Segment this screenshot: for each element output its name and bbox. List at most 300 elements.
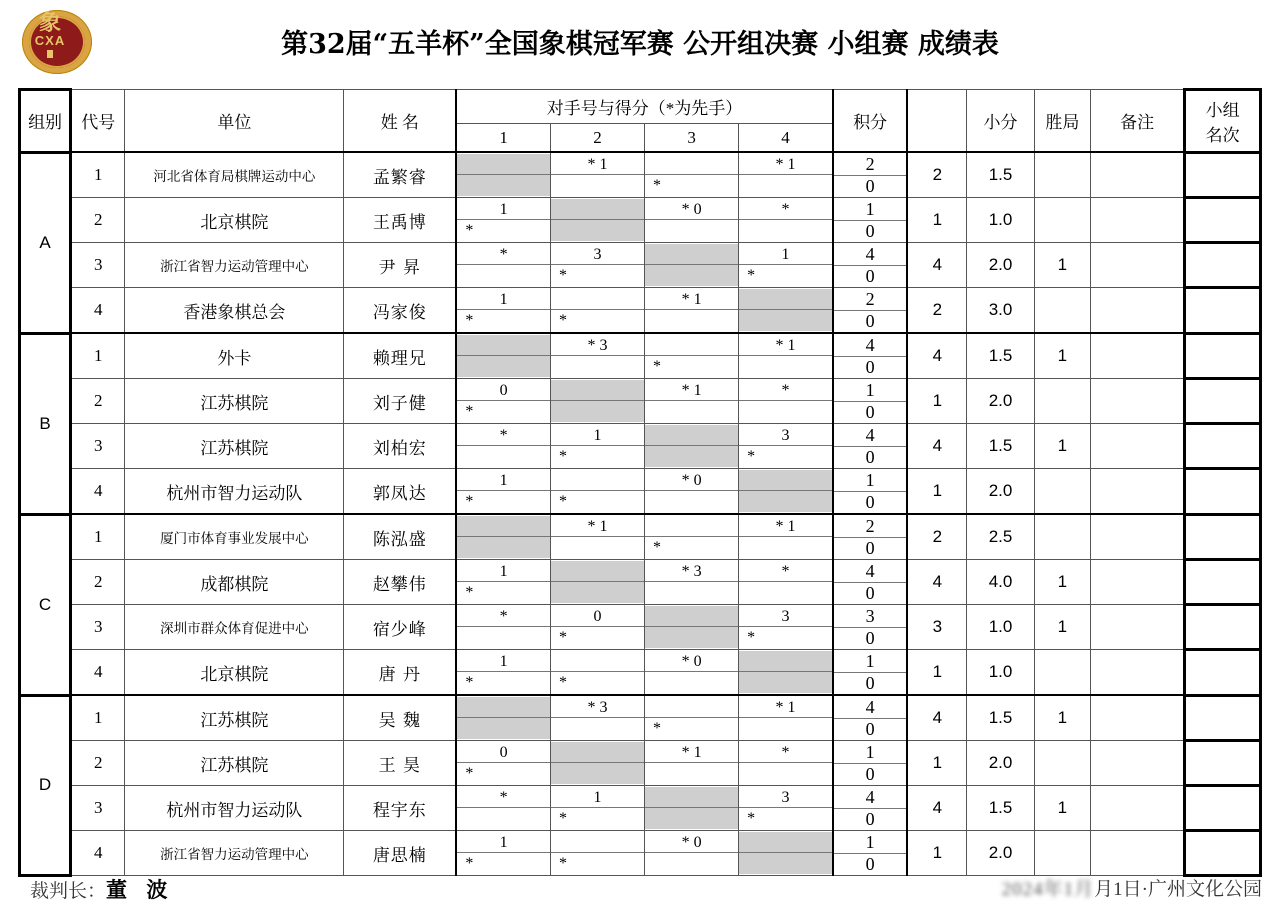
total-score: 4 bbox=[907, 695, 966, 741]
group-rank bbox=[1185, 695, 1261, 741]
points-top: 4 bbox=[834, 697, 907, 719]
notes-cell bbox=[1091, 695, 1185, 741]
match-result-top: 1 bbox=[457, 561, 550, 582]
tiebreak-score: 1.0 bbox=[967, 198, 1035, 243]
notes-cell bbox=[1091, 786, 1185, 831]
points-top: 1 bbox=[834, 742, 907, 764]
player-unit: 香港象棋总会 bbox=[125, 288, 344, 334]
group-label-b: B bbox=[20, 333, 71, 514]
match-result-bottom bbox=[739, 356, 832, 377]
match-cell-round-2 bbox=[550, 469, 644, 515]
match-result-top bbox=[739, 470, 832, 491]
tiebreak-score: 1.5 bbox=[967, 333, 1035, 379]
tiebreak-score: 1.0 bbox=[967, 650, 1035, 696]
points-bottom: 0 bbox=[865, 763, 875, 784]
match-result-bottom bbox=[457, 446, 550, 467]
match-cell-round-3 bbox=[645, 424, 739, 469]
player-unit: 江苏棋院 bbox=[125, 695, 344, 741]
points-top: 1 bbox=[834, 832, 907, 854]
player-code: 4 bbox=[71, 831, 125, 876]
match-result-top: * 1 bbox=[739, 335, 832, 356]
match-cell-round-3 bbox=[645, 243, 739, 288]
points-top: 1 bbox=[834, 651, 907, 673]
match-result-bottom: * bbox=[558, 493, 567, 510]
total-score: 1 bbox=[907, 650, 966, 696]
player-name: 冯家俊 bbox=[344, 288, 457, 334]
group-rank bbox=[1185, 198, 1261, 243]
points-bottom: 0 bbox=[865, 401, 875, 422]
total-score: 4 bbox=[907, 333, 966, 379]
match-result-top bbox=[457, 697, 550, 718]
win-count bbox=[1034, 469, 1090, 515]
points-cell bbox=[833, 333, 908, 379]
match-result-top: 1 bbox=[457, 651, 550, 672]
player-name: 赖理兄 bbox=[344, 333, 457, 379]
group-label-c: C bbox=[20, 514, 71, 695]
page-footer bbox=[0, 868, 1280, 911]
match-cell-round-4 bbox=[739, 650, 833, 696]
player-unit: 外卡 bbox=[125, 333, 344, 379]
match-cell-round-3 bbox=[645, 514, 739, 560]
page-title: 第32届“五羊杯”全国象棋冠军赛 公开组决赛 小组赛 成绩表 bbox=[281, 29, 999, 60]
match-result-top: 0 bbox=[457, 742, 550, 763]
points-top: 1 bbox=[834, 199, 907, 221]
match-result-top bbox=[551, 561, 644, 582]
match-result-top: * 3 bbox=[645, 561, 738, 582]
match-result-top: * 1 bbox=[739, 516, 832, 537]
table-row bbox=[20, 695, 1261, 741]
tiebreak-score: 1.5 bbox=[967, 695, 1035, 741]
group-rank bbox=[1185, 424, 1261, 469]
tiebreak-score: 2.0 bbox=[967, 379, 1035, 424]
match-cell-round-4 bbox=[739, 695, 833, 741]
match-result-bottom: * bbox=[465, 312, 474, 329]
match-result-bottom bbox=[739, 220, 832, 241]
match-result-bottom: * bbox=[747, 267, 756, 284]
match-result-bottom bbox=[645, 808, 738, 829]
match-result-bottom bbox=[551, 220, 644, 241]
points-top: 4 bbox=[834, 244, 907, 266]
total-score: 1 bbox=[907, 741, 966, 786]
win-count: 1 bbox=[1034, 695, 1090, 741]
player-name: 尹 昇 bbox=[344, 243, 457, 288]
round-header-2: 2 bbox=[550, 124, 644, 153]
tiebreak-score: 1.0 bbox=[967, 605, 1035, 650]
match-cell-round-4 bbox=[739, 469, 833, 515]
player-code: 3 bbox=[71, 605, 125, 650]
tiebreak-score: 2.0 bbox=[967, 469, 1035, 515]
match-result-top: 1 bbox=[551, 425, 644, 446]
notes-cell bbox=[1091, 741, 1185, 786]
group-label-a: A bbox=[20, 152, 71, 333]
match-result-bottom bbox=[645, 672, 738, 693]
match-result-bottom bbox=[645, 310, 738, 331]
group-rank bbox=[1185, 243, 1261, 288]
match-cell-round-4 bbox=[739, 514, 833, 560]
match-result-top bbox=[551, 289, 644, 310]
group-rank bbox=[1185, 786, 1261, 831]
match-result-bottom bbox=[739, 718, 832, 739]
points-bottom: 0 bbox=[865, 446, 875, 467]
match-result-top bbox=[551, 380, 644, 401]
match-cell-round-3 bbox=[645, 469, 739, 515]
match-result-top bbox=[551, 199, 644, 220]
tiebreak-score: 2.0 bbox=[967, 741, 1035, 786]
player-code: 3 bbox=[71, 424, 125, 469]
total-score: 1 bbox=[907, 198, 966, 243]
player-name: 陈泓盛 bbox=[344, 514, 457, 560]
match-result-top bbox=[739, 832, 832, 853]
player-name: 郭凤达 bbox=[344, 469, 457, 515]
match-cell-round-1 bbox=[456, 786, 550, 831]
points-top: 4 bbox=[834, 425, 907, 447]
player-unit: 成都棋院 bbox=[125, 560, 344, 605]
match-result-bottom: * bbox=[465, 222, 474, 239]
player-code: 2 bbox=[71, 198, 125, 243]
player-code: 4 bbox=[71, 469, 125, 515]
player-unit: 杭州市智力运动队 bbox=[125, 786, 344, 831]
player-code: 2 bbox=[71, 741, 125, 786]
points-cell bbox=[833, 560, 908, 605]
match-result-bottom bbox=[457, 537, 550, 558]
points-cell bbox=[833, 514, 908, 560]
match-result-top: * bbox=[457, 787, 550, 808]
player-unit: 江苏棋院 bbox=[125, 424, 344, 469]
total-score: 1 bbox=[907, 469, 966, 515]
logo-cxa-text: CXA bbox=[34, 33, 66, 48]
points-bottom: 0 bbox=[865, 175, 875, 196]
table-row bbox=[20, 152, 1261, 198]
win-count: 1 bbox=[1034, 243, 1090, 288]
points-bottom: 0 bbox=[865, 265, 875, 286]
win-count bbox=[1034, 514, 1090, 560]
points-cell bbox=[833, 650, 908, 696]
match-result-bottom bbox=[457, 356, 550, 377]
match-cell-round-3 bbox=[645, 741, 739, 786]
notes-cell bbox=[1091, 288, 1185, 334]
match-result-top: * bbox=[739, 199, 832, 220]
total-score: 4 bbox=[907, 786, 966, 831]
match-result-top: * 1 bbox=[645, 742, 738, 763]
match-result-bottom: * bbox=[747, 629, 756, 646]
match-result-bottom bbox=[551, 401, 644, 422]
player-code: 2 bbox=[71, 379, 125, 424]
points-top: 2 bbox=[834, 289, 907, 311]
notes-cell bbox=[1091, 514, 1185, 560]
match-cell-round-1 bbox=[456, 514, 550, 560]
player-name: 宿少峰 bbox=[344, 605, 457, 650]
match-result-bottom bbox=[551, 718, 644, 739]
match-cell-round-1 bbox=[456, 560, 550, 605]
notes-cell bbox=[1091, 605, 1185, 650]
match-result-bottom bbox=[739, 763, 832, 784]
match-result-bottom bbox=[645, 446, 738, 467]
venue-line bbox=[1002, 874, 1262, 901]
match-result-top bbox=[457, 516, 550, 537]
points-top: 2 bbox=[834, 516, 907, 538]
match-cell-round-4 bbox=[739, 333, 833, 379]
player-unit: 江苏棋院 bbox=[125, 741, 344, 786]
table-row bbox=[20, 379, 1261, 424]
player-unit: 北京棋院 bbox=[125, 650, 344, 696]
player-name: 程宇东 bbox=[344, 786, 457, 831]
match-cell-round-3 bbox=[645, 650, 739, 696]
match-result-bottom bbox=[551, 175, 644, 196]
total-score: 1 bbox=[907, 831, 966, 876]
match-result-top: 3 bbox=[739, 787, 832, 808]
match-result-bottom bbox=[739, 537, 832, 558]
col-header-rank-l1: 小组 bbox=[1205, 100, 1240, 120]
points-cell bbox=[833, 243, 908, 288]
match-result-bottom: * bbox=[558, 674, 567, 691]
match-cell-round-1 bbox=[456, 243, 550, 288]
points-bottom: 0 bbox=[865, 582, 875, 603]
match-result-bottom bbox=[457, 718, 550, 739]
match-result-bottom bbox=[645, 763, 738, 784]
group-rank bbox=[1185, 514, 1261, 560]
results-table bbox=[18, 88, 1262, 877]
points-bottom: 0 bbox=[865, 537, 875, 558]
group-rank bbox=[1185, 333, 1261, 379]
match-cell-round-3 bbox=[645, 198, 739, 243]
group-rank bbox=[1185, 650, 1261, 696]
tiebreak-score: 2.0 bbox=[967, 831, 1035, 876]
venue-date-text: 月1日·广州文化公园 bbox=[1094, 879, 1262, 900]
player-code: 3 bbox=[71, 786, 125, 831]
points-bottom: 0 bbox=[865, 220, 875, 241]
points-top: 3 bbox=[834, 606, 907, 628]
match-cell-round-1 bbox=[456, 152, 550, 198]
match-cell-round-1 bbox=[456, 288, 550, 334]
match-result-top bbox=[551, 742, 644, 763]
match-result-bottom: * bbox=[465, 765, 474, 782]
col-header-rank-l2: 名次 bbox=[1205, 125, 1240, 145]
match-result-bottom bbox=[551, 537, 644, 558]
player-code: 1 bbox=[71, 152, 125, 198]
tiebreak-score: 2.0 bbox=[967, 243, 1035, 288]
total-score: 1 bbox=[907, 379, 966, 424]
player-unit: 杭州市智力运动队 bbox=[125, 469, 344, 515]
match-result-bottom: * bbox=[558, 810, 567, 827]
win-count: 1 bbox=[1034, 333, 1090, 379]
match-cell-round-2 bbox=[550, 379, 644, 424]
notes-cell bbox=[1091, 379, 1185, 424]
col-header-group: 组别 bbox=[20, 90, 71, 153]
match-result-bottom: * bbox=[558, 629, 567, 646]
match-cell-round-4 bbox=[739, 243, 833, 288]
match-result-top: * bbox=[457, 606, 550, 627]
group-label-d: D bbox=[20, 695, 71, 876]
win-count bbox=[1034, 650, 1090, 696]
chief-judge-name: 董 波 bbox=[106, 877, 174, 902]
match-result-top: * 1 bbox=[645, 380, 738, 401]
player-code: 4 bbox=[71, 288, 125, 334]
notes-cell bbox=[1091, 198, 1185, 243]
points-bottom: 0 bbox=[865, 356, 875, 377]
table-row bbox=[20, 650, 1261, 696]
player-code: 4 bbox=[71, 650, 125, 696]
match-result-bottom: * bbox=[653, 177, 662, 194]
match-cell-round-2 bbox=[550, 514, 644, 560]
match-result-top: * 1 bbox=[645, 289, 738, 310]
match-result-top: 0 bbox=[457, 380, 550, 401]
match-result-bottom: * bbox=[465, 855, 474, 872]
group-rank bbox=[1185, 605, 1261, 650]
points-top: 2 bbox=[834, 154, 907, 176]
match-result-top bbox=[645, 154, 738, 175]
match-cell-round-3 bbox=[645, 560, 739, 605]
match-result-bottom bbox=[739, 310, 832, 331]
match-result-bottom bbox=[645, 220, 738, 241]
match-result-top bbox=[551, 832, 644, 853]
points-bottom: 0 bbox=[865, 808, 875, 829]
match-result-bottom: * bbox=[465, 403, 474, 420]
points-cell bbox=[833, 152, 908, 198]
match-result-top: 3 bbox=[739, 606, 832, 627]
points-top: 4 bbox=[834, 335, 907, 357]
win-count bbox=[1034, 741, 1090, 786]
match-result-top bbox=[457, 154, 550, 175]
points-top: 1 bbox=[834, 470, 907, 492]
match-cell-round-4 bbox=[739, 152, 833, 198]
notes-cell bbox=[1091, 333, 1185, 379]
player-unit: 北京棋院 bbox=[125, 198, 344, 243]
match-cell-round-4 bbox=[739, 424, 833, 469]
match-result-top: 1 bbox=[551, 787, 644, 808]
match-result-top bbox=[645, 244, 738, 265]
match-result-bottom bbox=[739, 491, 832, 512]
player-name: 赵攀伟 bbox=[344, 560, 457, 605]
match-cell-round-3 bbox=[645, 605, 739, 650]
match-cell-round-2 bbox=[550, 288, 644, 334]
group-rank bbox=[1185, 152, 1261, 198]
match-result-bottom: * bbox=[653, 358, 662, 375]
col-header-rank bbox=[1185, 90, 1261, 153]
match-result-top bbox=[645, 516, 738, 537]
player-name: 唐 丹 bbox=[344, 650, 457, 696]
table-row bbox=[20, 424, 1261, 469]
match-result-top: 1 bbox=[457, 832, 550, 853]
match-result-top: 1 bbox=[739, 244, 832, 265]
points-bottom: 0 bbox=[865, 310, 875, 331]
match-result-top: * 1 bbox=[551, 516, 644, 537]
match-result-bottom: * bbox=[558, 312, 567, 329]
total-score: 4 bbox=[907, 243, 966, 288]
notes-cell bbox=[1091, 152, 1185, 198]
match-cell-round-1 bbox=[456, 741, 550, 786]
player-name: 孟繁睿 bbox=[344, 152, 457, 198]
match-result-bottom bbox=[739, 175, 832, 196]
match-result-top: * 1 bbox=[739, 154, 832, 175]
match-result-top bbox=[457, 335, 550, 356]
match-result-top: * 0 bbox=[645, 832, 738, 853]
group-rank bbox=[1185, 469, 1261, 515]
match-result-bottom bbox=[739, 401, 832, 422]
match-cell-round-1 bbox=[456, 333, 550, 379]
match-result-bottom: * bbox=[465, 674, 474, 691]
col-header-unit: 单位 bbox=[125, 90, 344, 153]
points-cell bbox=[833, 469, 908, 515]
match-result-top: 0 bbox=[551, 606, 644, 627]
player-unit: 深圳市群众体育促进中心 bbox=[125, 605, 344, 650]
match-cell-round-2 bbox=[550, 243, 644, 288]
chief-judge bbox=[30, 874, 173, 904]
match-result-top bbox=[645, 425, 738, 446]
match-result-top bbox=[739, 289, 832, 310]
table-row bbox=[20, 243, 1261, 288]
match-cell-round-1 bbox=[456, 198, 550, 243]
match-cell-round-2 bbox=[550, 560, 644, 605]
tiebreak-score: 2.5 bbox=[967, 514, 1035, 560]
match-cell-round-2 bbox=[550, 198, 644, 243]
match-cell-round-4 bbox=[739, 560, 833, 605]
match-cell-round-2 bbox=[550, 333, 644, 379]
group-rank bbox=[1185, 560, 1261, 605]
match-result-bottom bbox=[457, 627, 550, 648]
win-count bbox=[1034, 288, 1090, 334]
tiebreak-score: 3.0 bbox=[967, 288, 1035, 334]
match-result-bottom: * bbox=[558, 448, 567, 465]
notes-cell bbox=[1091, 424, 1185, 469]
results-table-wrapper bbox=[18, 88, 1262, 877]
match-cell-round-4 bbox=[739, 379, 833, 424]
total-score: 3 bbox=[907, 605, 966, 650]
tiebreak-score: 1.5 bbox=[967, 424, 1035, 469]
match-result-bottom bbox=[739, 582, 832, 603]
total-score: 2 bbox=[907, 152, 966, 198]
match-cell-round-4 bbox=[739, 198, 833, 243]
match-result-top: * 1 bbox=[739, 697, 832, 718]
col-header-points: 积分 bbox=[833, 90, 908, 153]
points-cell bbox=[833, 605, 908, 650]
match-result-top: 1 bbox=[457, 470, 550, 491]
match-result-bottom bbox=[645, 582, 738, 603]
match-cell-round-1 bbox=[456, 424, 550, 469]
points-top: 4 bbox=[834, 561, 907, 583]
col-header-wins: 胜局 bbox=[1034, 90, 1090, 153]
win-count: 1 bbox=[1034, 560, 1090, 605]
win-count bbox=[1034, 152, 1090, 198]
total-score: 4 bbox=[907, 424, 966, 469]
header-row-1 bbox=[20, 90, 1261, 124]
match-result-top bbox=[739, 651, 832, 672]
match-result-bottom: * bbox=[747, 448, 756, 465]
page-header bbox=[0, 0, 1280, 80]
match-result-top: * bbox=[457, 244, 550, 265]
total-score: 2 bbox=[907, 288, 966, 334]
table-row bbox=[20, 560, 1261, 605]
group-rank bbox=[1185, 379, 1261, 424]
win-count: 1 bbox=[1034, 786, 1090, 831]
points-bottom: 0 bbox=[865, 672, 875, 693]
match-result-top bbox=[645, 606, 738, 627]
match-result-bottom bbox=[551, 356, 644, 377]
match-cell-round-4 bbox=[739, 741, 833, 786]
col-header-opponents: 对手号与得分（*为先手） bbox=[456, 90, 832, 124]
round-header-3: 3 bbox=[645, 124, 739, 153]
match-result-bottom: * bbox=[653, 539, 662, 556]
table-row bbox=[20, 514, 1261, 560]
match-result-top bbox=[645, 697, 738, 718]
match-result-bottom bbox=[645, 265, 738, 286]
match-result-top bbox=[551, 470, 644, 491]
match-result-top: * bbox=[739, 742, 832, 763]
match-result-bottom bbox=[551, 763, 644, 784]
match-result-bottom: * bbox=[558, 855, 567, 872]
match-cell-round-2 bbox=[550, 605, 644, 650]
col-header-name: 姓 名 bbox=[344, 90, 457, 153]
match-result-bottom bbox=[645, 401, 738, 422]
